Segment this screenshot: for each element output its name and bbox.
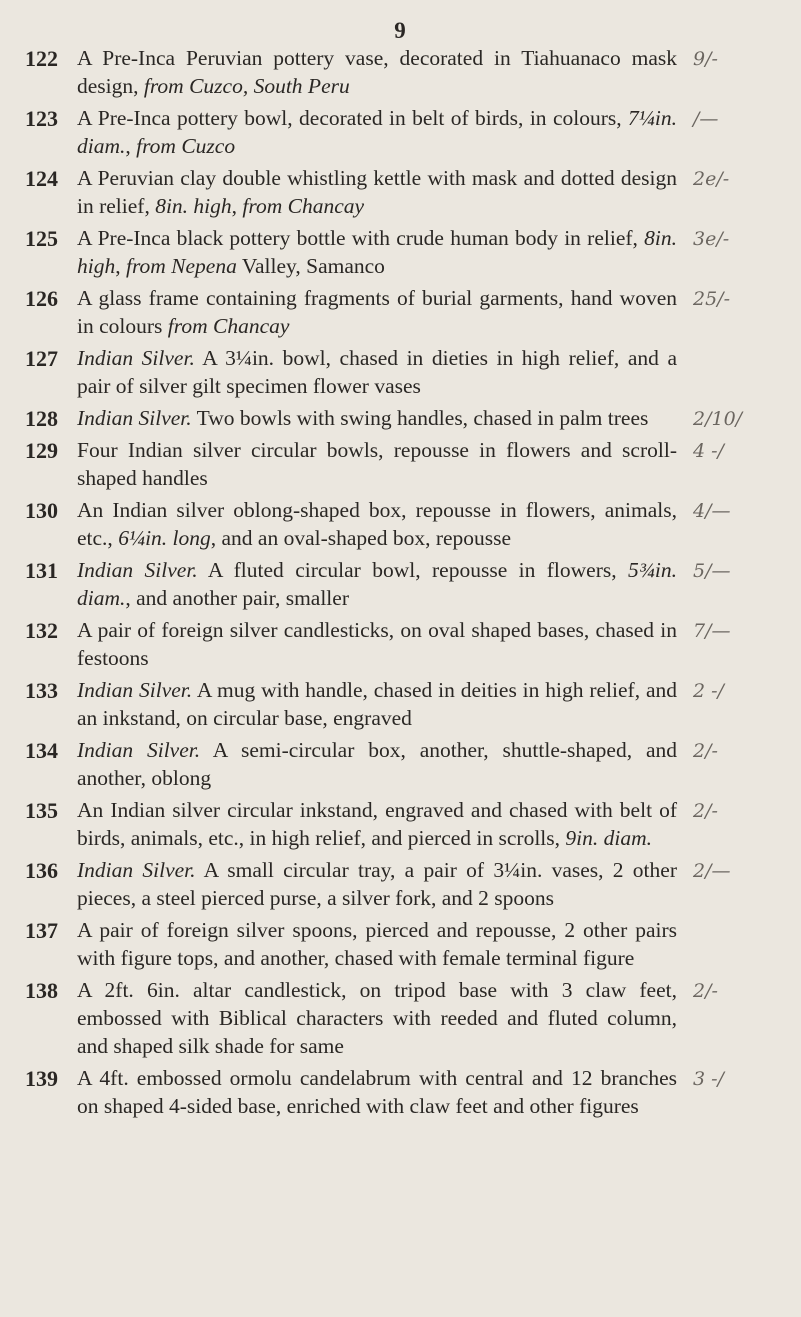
lot-price-note: 9/- xyxy=(693,48,718,70)
lot-number: 122 xyxy=(25,46,58,71)
lot-entry xyxy=(0,676,801,732)
lot-number: 129 xyxy=(25,438,58,463)
lot-number: 137 xyxy=(25,918,58,943)
lot-number: 138 xyxy=(25,978,58,1003)
lot-number: 139 xyxy=(25,1066,58,1091)
lot-description: Indian Silver. A small circular tray, a pair of 3¼in. vases, 2 other pieces, a steel pierced purse, a silver fork, and 2 spoons xyxy=(77,858,677,910)
lot-description: A Pre-Inca pottery bowl, decorated in belt of birds, in colours, 7¼in. diam., from Cuzco xyxy=(77,106,677,158)
lot-entry xyxy=(0,404,801,432)
lot-entry xyxy=(0,436,801,492)
lot-number: 133 xyxy=(25,678,58,703)
lot-entry xyxy=(0,736,801,792)
lot-entry xyxy=(0,44,801,100)
lot-price-note: 3 -/ xyxy=(693,1068,724,1090)
lot-number: 127 xyxy=(25,346,58,371)
lot-price-note: 2/- xyxy=(693,740,718,762)
lot-number: 130 xyxy=(25,498,58,523)
lot-description: An Indian silver circular inkstand, engraved and chased with belt of birds, animals, etc., in high relief, and pierced in scrolls, 9in. diam. xyxy=(77,798,677,850)
lot-price-note: 4 -/ xyxy=(693,440,724,462)
lot-price-note: 2e/- xyxy=(693,168,730,190)
lot-entry xyxy=(0,1064,801,1120)
lot-entry xyxy=(0,496,801,552)
page-number: 9 xyxy=(394,18,407,43)
lot-description: Indian Silver. A fluted circular bowl, repousse in flowers, 5¾in. diam., and another pair, smaller xyxy=(77,558,677,610)
lot-number: 126 xyxy=(25,286,58,311)
lot-description: An Indian silver oblong-shaped box, repousse in flowers, animals, etc., 6¼in. long, and an oval-shaped box, repousse xyxy=(77,498,677,550)
lot-entry xyxy=(0,284,801,340)
lot-description: A glass frame containing fragments of burial garments, hand woven in colours from Chancay xyxy=(77,286,677,338)
lot-entry xyxy=(0,556,801,612)
lot-entry xyxy=(0,104,801,160)
lot-price-note: 2/- xyxy=(693,800,718,822)
lot-entry xyxy=(0,916,801,972)
lot-price-note: 7/— xyxy=(693,620,731,642)
lot-list xyxy=(0,44,801,1124)
lot-description: Indian Silver. A mug with handle, chased in deities in high relief, and an inkstand, on circular base, engraved xyxy=(77,678,677,730)
lot-number: 136 xyxy=(25,858,58,883)
lot-description: Indian Silver. Two bowls with swing handles, chased in palm trees xyxy=(77,406,649,430)
lot-price-note: 2/— xyxy=(693,860,731,882)
lot-entry xyxy=(0,976,801,1060)
lot-price-note: 5/— xyxy=(693,560,731,582)
lot-entry xyxy=(0,856,801,912)
lot-entry xyxy=(0,224,801,280)
lot-description: A Peruvian clay double whistling kettle with mask and dotted design in relief, 8in. high, from Chancay xyxy=(77,166,677,218)
lot-description: A pair of foreign silver candlesticks, on oval shaped bases, chased in festoons xyxy=(77,618,677,670)
lot-price-note: 3e/- xyxy=(693,228,730,250)
lot-price-note: 2 -/ xyxy=(693,680,724,702)
lot-number: 135 xyxy=(25,798,58,823)
lot-number: 125 xyxy=(25,226,58,251)
lot-number: 132 xyxy=(25,618,58,643)
lot-number: 128 xyxy=(25,406,58,431)
lot-entry xyxy=(0,344,801,400)
lot-description: A 2ft. 6in. altar candlestick, on tripod base with 3 claw feet, embossed with Biblical characters with reeded and fluted column, and shaped silk shade for same xyxy=(77,978,677,1058)
lot-description: A Pre-Inca Peruvian pottery vase, decorated in Tiahuanaco mask design, from Cuzco, South Peru xyxy=(77,46,677,98)
lot-description: Four Indian silver circular bowls, repousse in flowers and scroll-shaped handles xyxy=(77,438,677,490)
lot-price-note: /— xyxy=(693,108,719,130)
lot-price-note: 4/— xyxy=(693,500,731,522)
lot-number: 134 xyxy=(25,738,58,763)
lot-description: A Pre-Inca black pottery bottle with crude human body in relief, 8in. high, from Nepena Valley, Samanco xyxy=(77,226,677,278)
lot-description: Indian Silver. A semi-circular box, another, shuttle-shaped, and another, oblong xyxy=(77,738,677,790)
lot-entry xyxy=(0,796,801,852)
lot-number: 131 xyxy=(25,558,58,583)
lot-price-note: 2/- xyxy=(693,980,718,1002)
lot-description: Indian Silver. A 3¼in. bowl, chased in dieties in high relief, and a pair of silver gilt specimen flower vases xyxy=(77,346,677,398)
lot-price-note: 2/10/ xyxy=(693,408,743,430)
lot-number: 124 xyxy=(25,166,58,191)
lot-description: A 4ft. embossed ormolu candelabrum with central and 12 branches on shaped 4-sided base, enriched with claw feet and other figures xyxy=(77,1066,677,1118)
lot-price-note: 25/- xyxy=(693,288,730,310)
lot-entry xyxy=(0,164,801,220)
lot-description: A pair of foreign silver spoons, pierced and repousse, 2 other pairs with figure tops, and another, chased with female terminal figure xyxy=(77,918,677,970)
lot-entry xyxy=(0,616,801,672)
lot-number: 123 xyxy=(25,106,58,131)
